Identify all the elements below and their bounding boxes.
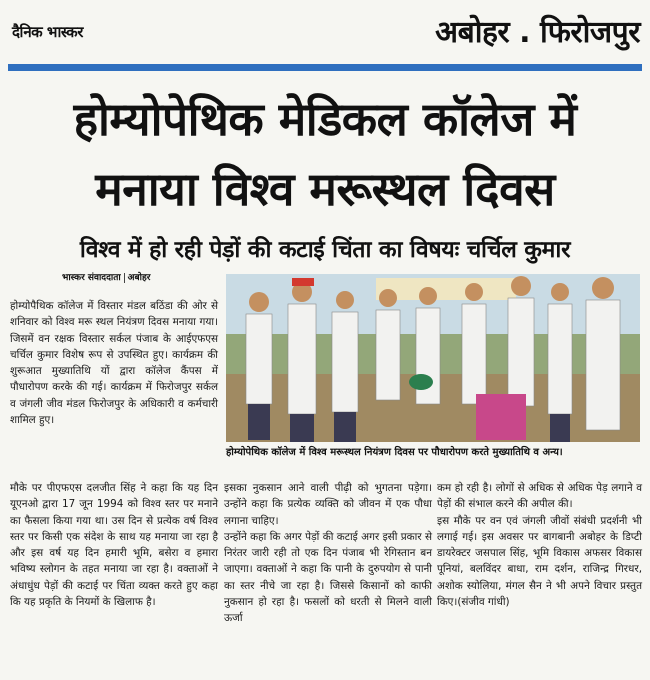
photo-illustration [226,274,640,442]
byline-place: अबोहर [127,273,151,283]
article-paragraph: कम हो रही है। लोगों से अधिक से अधिक पेड़ लगाने व पेड़ों की संभाल करने की अपील की। [437,482,642,511]
photo-caption: होम्योपेथिक कॉलेज में विश्व मरूस्थल नियंत्रण दिवस पर पौधारोपण करते मुख्यातिथि व अन्य। [226,447,563,458]
subheadline: विश्व में हो रही पेड़ों की कटाई चिंता का विषयः चर्चिल कुमार [79,237,571,263]
edition-title: अबोहर . फिरोजपुर [435,15,640,50]
article-paragraph: उन्होंने कहा कि अगर पेड़ों की कटाई अगर इसी प्रकार से निरंतर जारी रही तो एक दिन पंजाब भी रेगिस्तान बन जाएगा। वक्ताओं ने कहा कि पानी के दुरुपयोग से पानी का स्तर नीचे जा रहा है। जिससे किसानों को काफी नुकसान हो रहा है। फसलों को धरती से मिलने वाली ऊर्जा [224,530,432,625]
byline-separator [124,273,125,283]
article-paragraph: इसका नुकसान आने वाली पीढ़ी को भुगतना पड़ेगा। उन्होंने कहा कि प्रत्येक व्यक्ति को जीवन में एक पौधा लगाना चाहिए। [224,482,432,527]
paper-logo: दैनिक भास्कर [12,23,83,41]
article-intro [10,298,218,428]
masthead [0,0,650,70]
header-rule [8,64,642,71]
article-column-3 [437,480,642,610]
byline [62,270,150,283]
article-paragraph: मौके पर पीएफएस दलजीत सिंह ने कहा कि यह दिन यूएनओ द्वारा 17 जून 1994 को विश्व स्तर पर मनाने का फैसला किया गया था। उस दिन से प्रत्येक वर्ष विश्व स्तर पर किसी एक संदेश के साथ यह मनाया जा रहा है और इस वर्ष यह दिन हमारी भूमि, बसेरा व हमारा भविष्य स्लोगन के तहत मनाया जा रहा है। वक्ताओं ने अंधाधुंध पेड़ों की कटाई पर चिंता व्यक्त करते हुए कहा कि यह प्रकृति के नियमों के खिलाफ है। [10,482,218,609]
byline-reporter: भास्कर संवाददाता [62,273,121,283]
article-column-2 [224,480,432,627]
article-paragraph: होम्योपैथिक कॉलेज में विस्तार मंडल बठिंडा की ओर से शनिवार को विश्व मरू स्थल नियंत्रण दिवस मनाया गया। जिसमें वन रक्षक विस्तार सर्कल पंजाब के आईएफएस चर्चिल कुमार विशेष रूप से उपस्थित हुए। कार्यक्रम की शुरूआत मुख्यातिथि यों द्वारा कॉलेज कैंपस में पौधारोपण करके की गई। कार्यक्रम में फिरोजपुर सर्कल व जंगली जीव मंडल फिरोजपुर के अधिकारी व कर्मचारी शामिल हुए। [10,300,218,427]
headline-line-2: मनाया विश्व मरूस्थल दिवस [95,162,555,216]
article-column-1 [10,480,218,610]
news-photo [226,274,640,442]
headline-line-1: होम्योपेथिक मेडिकल कॉलेज में [73,92,577,146]
article-paragraph: इस मौके पर वन एवं जंगली जीवों संबंधी प्रदर्शनी भी लगाई गई। इस अवसर पर बागबानी अबोहर के डिप्टी डायरेक्टर जसपाल सिंह, भूमि विकास अफसर विकास पूनियां, बलविंदर बाधा, राम दर्शन, राजिन्द्र गिरधर, अशोक स्योलिया, मंगल सैन ने भी अपने विचार प्रस्तुत किए।(संजीव गांधी) [437,514,642,609]
